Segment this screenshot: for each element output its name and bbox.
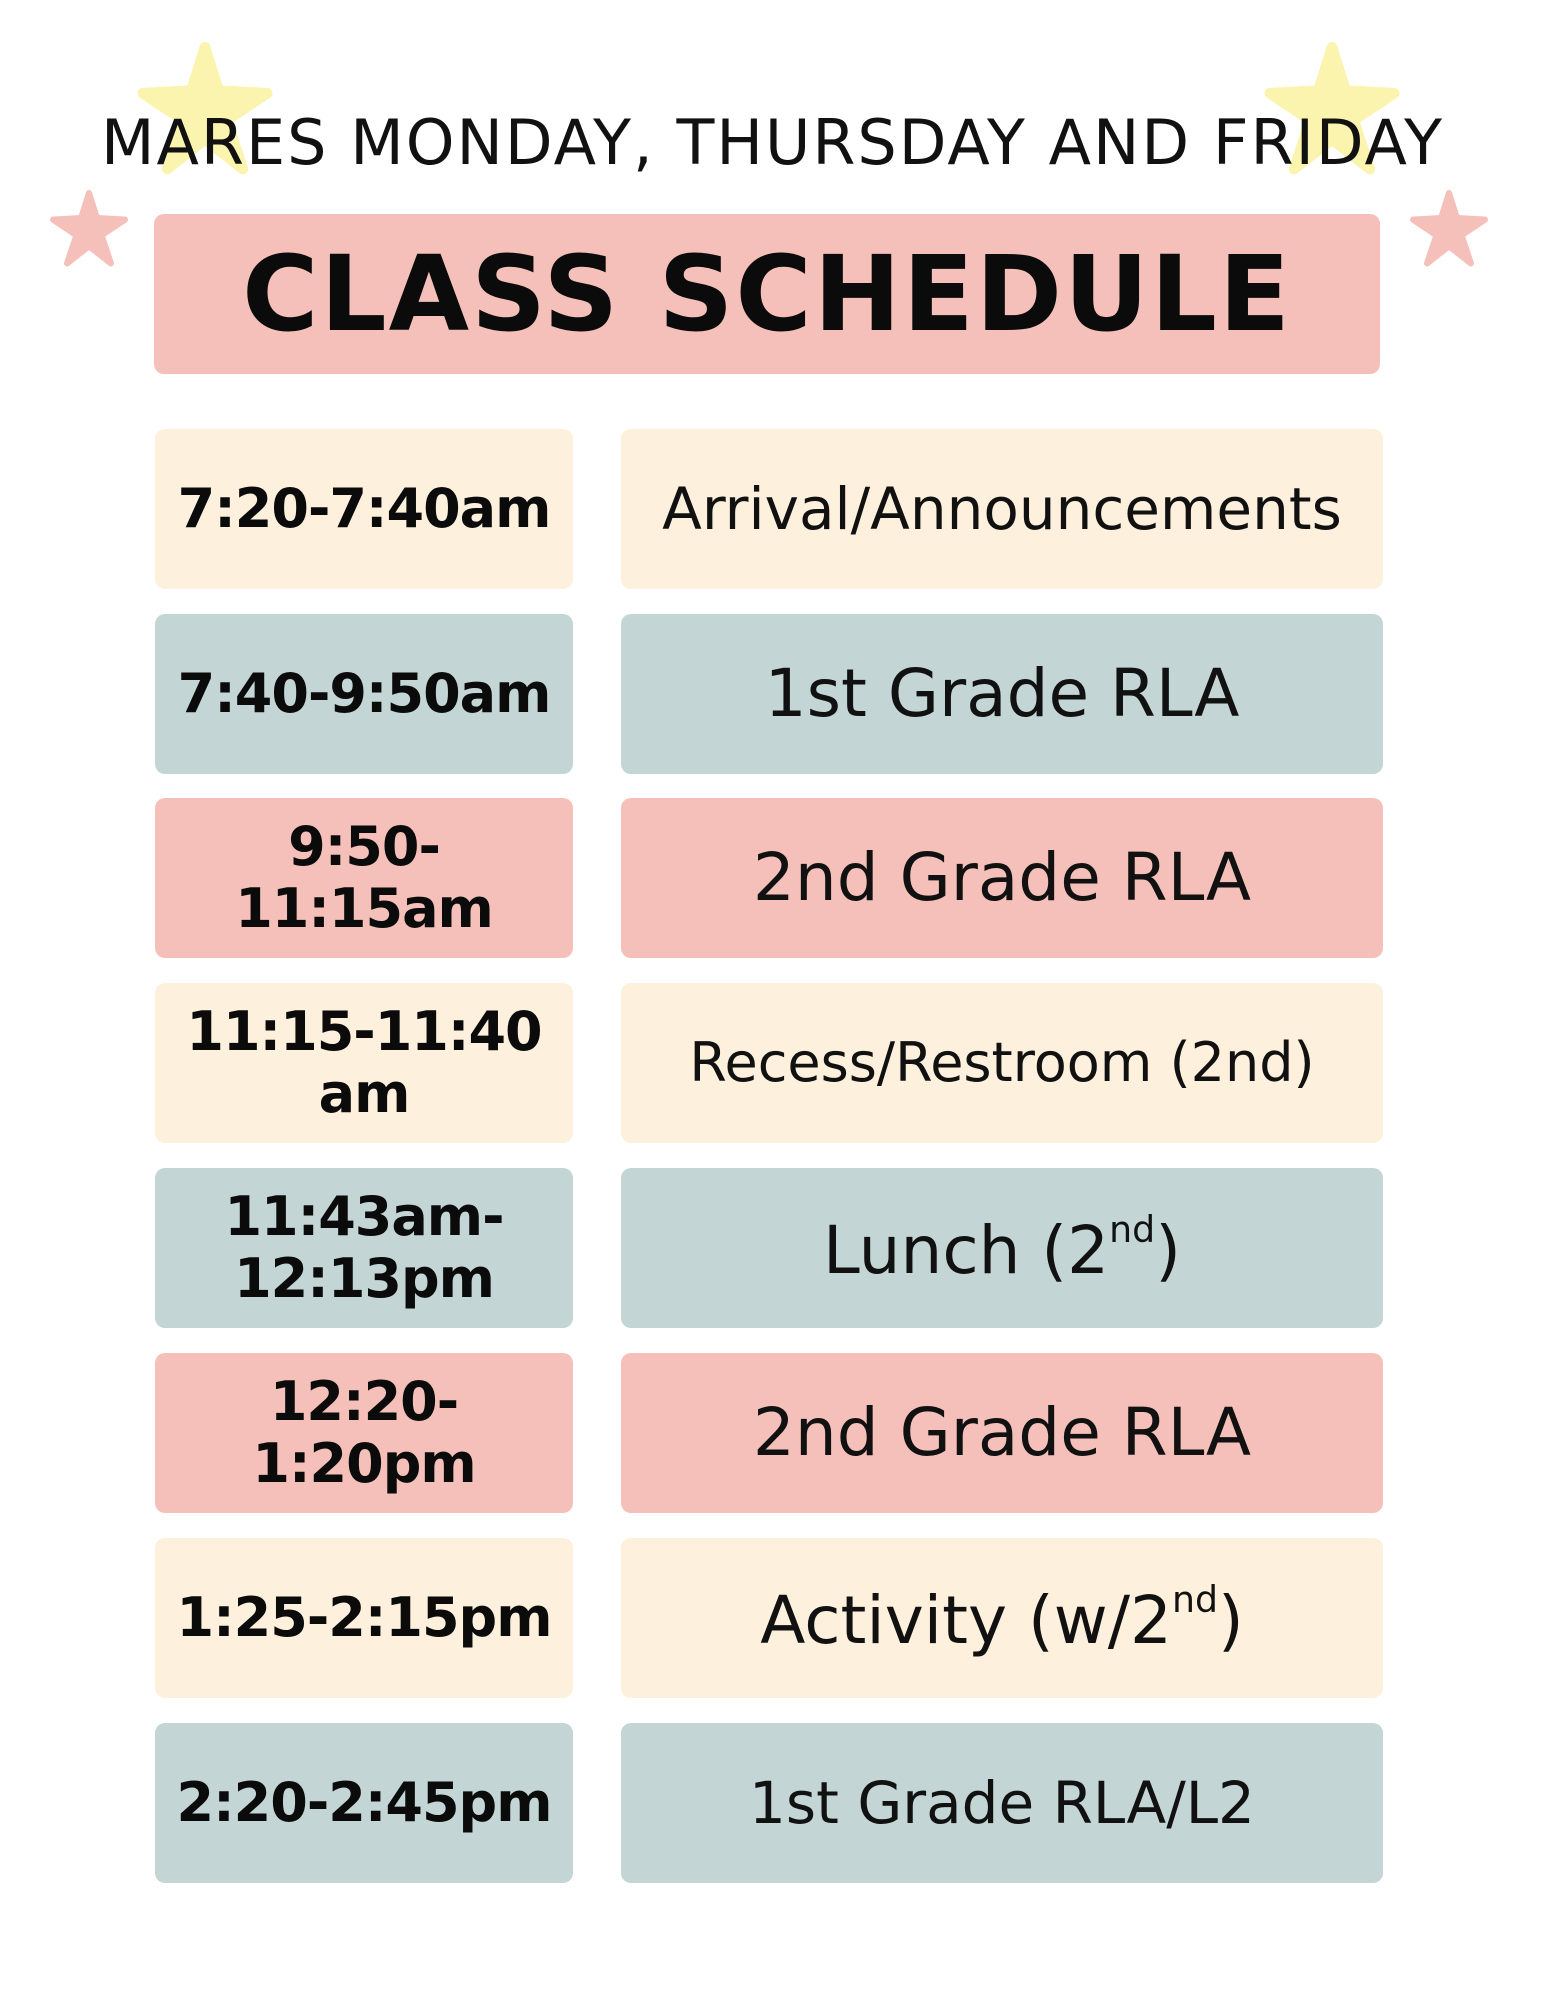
activity-label: Arrival/Announcements [662,475,1342,543]
time-cell [155,1723,573,1883]
activity-label: 2nd Grade RLA [752,839,1252,916]
time-cell [155,1538,573,1698]
activity-label: Activity (w/2nd) [760,1578,1244,1659]
time-label: 7:40-9:50am [177,661,551,725]
time-label: 11:15-11:40 am [186,999,542,1125]
activity-cell [621,983,1383,1143]
time-label: 1:25-2:15pm [176,1585,552,1649]
activity-cell [621,429,1383,589]
activity-label: 1st Grade RLA/L2 [749,1769,1255,1837]
time-cell [155,429,573,589]
activity-cell [621,1723,1383,1883]
page-title: CLASS SCHEDULE [242,233,1292,355]
activity-cell [621,1353,1383,1513]
time-cell [155,983,573,1143]
activity-cell [621,798,1383,958]
activity-label: Lunch (2nd) [823,1208,1181,1289]
time-cell [155,1353,573,1513]
page-subtitle: MARES MONDAY, THURSDAY AND FRIDAY [101,106,1444,179]
time-label: 12:20-1:20pm [252,1369,476,1495]
time-cell [155,614,573,774]
activity-label: 2nd Grade RLA [752,1394,1252,1471]
time-label: 7:20-7:40am [177,476,551,540]
activity-label: 1st Grade RLA [764,655,1240,732]
time-label: 11:43am- 12:13pm [224,1184,504,1310]
activity-cell [621,1168,1383,1328]
time-cell [155,798,573,958]
time-label: 2:20-2:45pm [176,1770,552,1834]
activity-label: Recess/Restroom (2nd) [689,1031,1315,1094]
activity-cell [621,1538,1383,1698]
time-label: 9:50-11:15am [235,814,493,940]
activity-cell [621,614,1383,774]
time-cell [155,1168,573,1328]
